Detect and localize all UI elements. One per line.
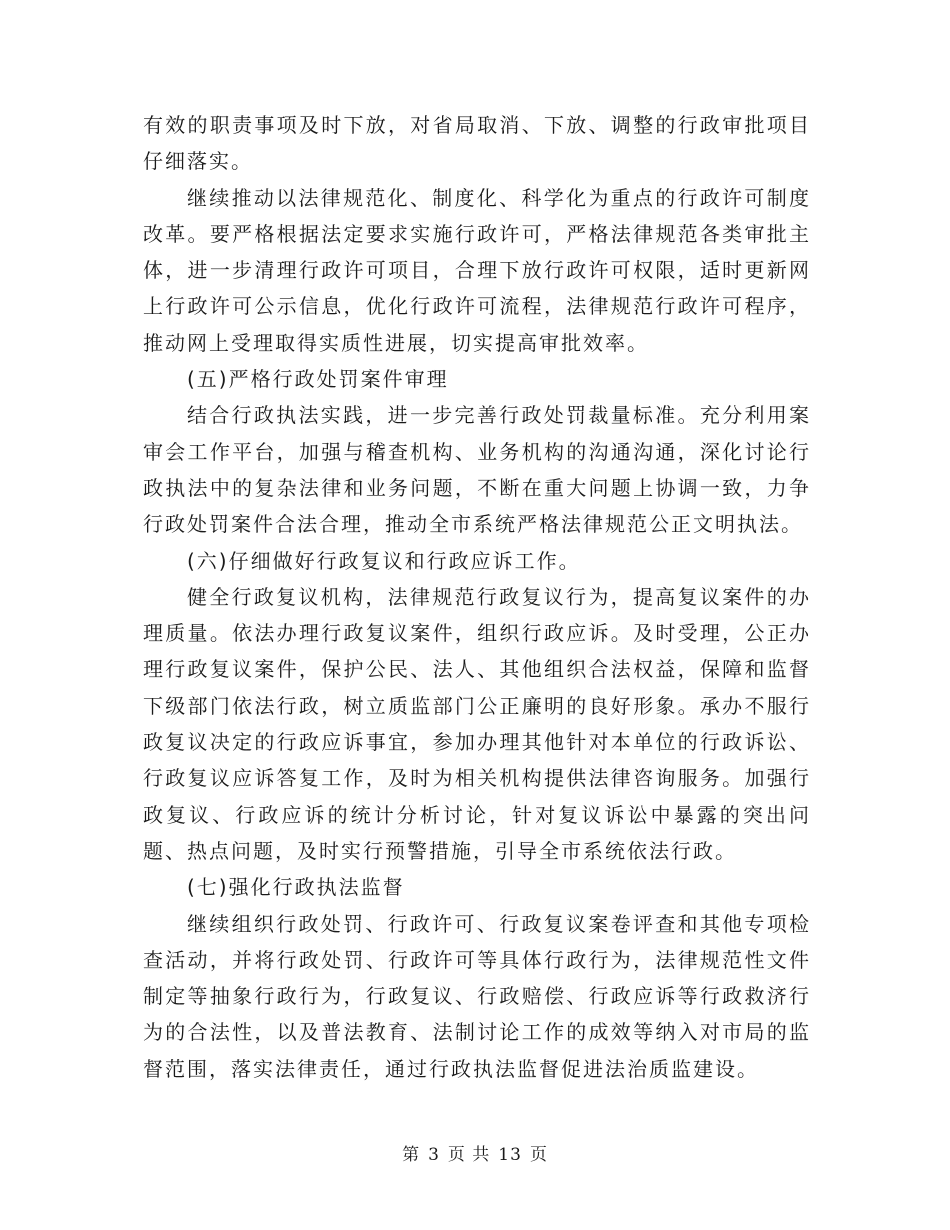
- paragraph: 继续推动以法律规范化、制度化、科学化为重点的行政许可制度改革。要严格根据法定要求实施行政许可，严格法律规范各类审批主体，进一步清理行政许可项目，合理下放行政许可权限，适时更新网上行政许可公示信息，优化行政许可流程，法律规范行政许可程序，推动网上受理取得实质性进展，切实提高审批效率。: [143, 185, 811, 355]
- section-heading: (七)强化行政执法监督: [187, 875, 405, 900]
- section-heading: (五)严格行政处罚案件审理: [187, 367, 449, 392]
- paragraph: 健全行政复议机构，法律规范行政复议行为，提高复议案件的办理质量。依法办理行政复议案件，组织行政应诉。及时受理，公正办理行政复议案件，保护公民、法人、其他组织合法权益，保障和监督下级部门依法行政，树立质监部门公正廉明的良好形象。承办不服行政复议决定的行政应诉事宜，参加办理其他针对本单位的行政诉讼、行政复议应诉答复工作，及时为相关机构提供法律咨询服务。加强行政复议、行政应诉的统计分析讨论，针对复议诉讼中暴露的突出问题、热点问题，及时实行预警措施，引导全市系统依法行政。: [143, 584, 811, 863]
- footer-middle: 页 共: [447, 1145, 491, 1165]
- footer-suffix: 页: [529, 1145, 548, 1165]
- footer-prefix: 第: [402, 1145, 421, 1165]
- footer-total-pages: 13: [498, 1145, 522, 1165]
- paragraph: 结合行政执法实践，进一步完善行政处罚裁量标准。充分利用案审会工作平台，加强与稽查机构、业务机构的沟通沟通，深化讨论行政执法中的复杂法律和业务问题，不断在重大问题上协调一致，力争行政处罚案件合法合理，推动全市系统严格法律规范公正文明执法。: [143, 403, 811, 537]
- paragraph: 继续组织行政处罚、行政许可、行政复议案卷评查和其他专项检查活动，并将行政处罚、行政许可等具体行政行为，法律规范性文件制定等抽象行政行为，行政复议、行政赔偿、行政应诉等行政救济行为的合法性，以及普法教育、法制讨论工作的成效等纳入对市局的监督范围，落实法律责任，通过行政执法监督促进法治质监建设。: [143, 911, 811, 1081]
- footer-page-number: 3: [428, 1145, 440, 1165]
- paragraph-continuation: 有效的职责事项及时下放，对省局取消、下放、调整的行政审批项目仔细落实。: [143, 113, 811, 174]
- document-body: [143, 107, 811, 1087]
- page-footer: [0, 1140, 950, 1165]
- section-heading: (六)仔细做好行政复议和行政应诉工作。: [187, 548, 581, 573]
